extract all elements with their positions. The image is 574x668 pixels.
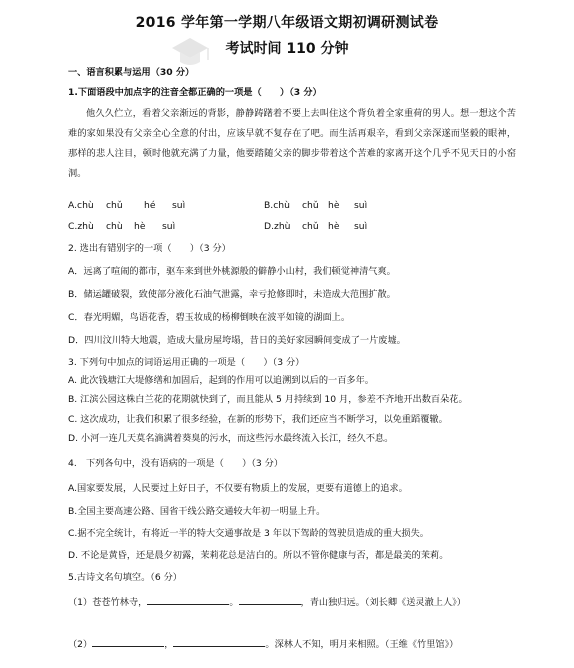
q4-option-a: A.国家要发展，人民要过上好日子，不仅要有物质上的发展，更要有道德上的追求。 [68, 483, 408, 494]
q4-option-c: C.据不完全统计，有将近一半的特大交通事故是 3 年以下驾龄的驾驶员造成的重大损失。 [68, 528, 429, 539]
q3-option-d: D. 小河一连几天莫名滴满着葵臭的污水，而这些污水最终流入长江，经久不息。 [68, 433, 394, 444]
question-4-stem: 4. 下列各句中，没有语病的一项是（ ）（3 分） [68, 458, 284, 469]
question-1-passage: 他久久伫立，看着父亲渐远的背影，静静踌躇着不要上去叫住这个背负着全家重荷的男人。想一想这个苦难的家如果没有父亲全心全意的付出，应该早就不复存在了吧。而生活再艰辛，看到父亲深遂而坚毅的眼神，那样的悲人注目，顿时他就充满了力量，他要踏随父亲的脚步带着这个苦难的家离开这个几乎不见天日的小窑洞。 [68, 108, 517, 179]
answer-blank[interactable] [92, 636, 164, 647]
q1-option-b: B.chù chǔ hè suì [264, 200, 368, 211]
answer-blank[interactable] [239, 594, 301, 605]
q2-option-a: A．远离了喧闹的都市，驱车来到世外桃源般的僻静小山村，我们顿觉神清气爽。 [68, 266, 396, 277]
answer-blank[interactable] [173, 636, 265, 647]
q5-item-2: （2） ， 。深林人不知，明月来相照。（王维《竹里馆》） [68, 636, 458, 651]
question-1-stem: 1.下面语段中加点字的注音全都正确的一项是（ ）（3 分） [68, 87, 322, 98]
question-5-stem: 5.古诗文名句填空。（6 分） [68, 572, 182, 583]
q3-option-b: B. 江滨公园这株白兰花的花期就快到了，而且能从 5 月持续到 10 月，参差不齐地开出数百朵花。 [68, 394, 468, 405]
section-heading: 一、语言积累与运用（30 分） [68, 67, 195, 78]
q1-option-a: A.chù chǔ hé suì [68, 200, 186, 211]
q3-option-c: C. 这次成功，让我们积累了很多经验，在新的形势下，我们还应当不断学习，以免重蹈覆辙。 [68, 414, 448, 425]
q3-option-a: A. 此次钱塘江大堤修缮和加固后，起到的作用可以追溯到以后的一百多年。 [68, 375, 374, 386]
q1-option-d: D.zhù chǔ hè suì [264, 221, 368, 232]
question-2-stem: 2. 选出有错别字的一项（ ）（3 分） [68, 243, 231, 254]
q4-option-b: B.全国主要高速公路、国省干线公路交通较大年初一明显上升。 [68, 506, 326, 517]
q5-item-1: （1）苍苍竹林寺， 。 ，青山独归远。（刘长卿《送灵澈上人》） [68, 594, 466, 609]
q1-option-c: C.zhù chù hè suì [68, 221, 176, 232]
exam-title: 2016 学年第一学期八年级语文期初调研测试卷 [135, 15, 439, 31]
q2-option-d: D．四川汶川特大地震，造成大量房屋垮塌，昔日的美好家园瞬间变成了一片废墟。 [68, 335, 406, 346]
question-3-stem: 3. 下列句中加点的词语运用正确的一项是（ ）（3 分） [68, 357, 305, 368]
q2-option-b: B．储运罐破裂，致使部分液化石油气泄露，幸亏抢修即时，未造成大范围扩散。 [68, 289, 396, 300]
answer-blank[interactable] [147, 594, 229, 605]
q4-option-d: D. 不论是黄昏，还是晨夕初露，茉莉花总是洁白的。所以不管你健康与否，都是最美的茉莉。 [68, 550, 449, 561]
q2-option-c: C．春光明媚，鸟语花香，碧玉妆成的杨柳倒映在波平如镜的湖面上。 [68, 312, 351, 323]
exam-time: 考试时间 110 分钟 [225, 41, 349, 57]
